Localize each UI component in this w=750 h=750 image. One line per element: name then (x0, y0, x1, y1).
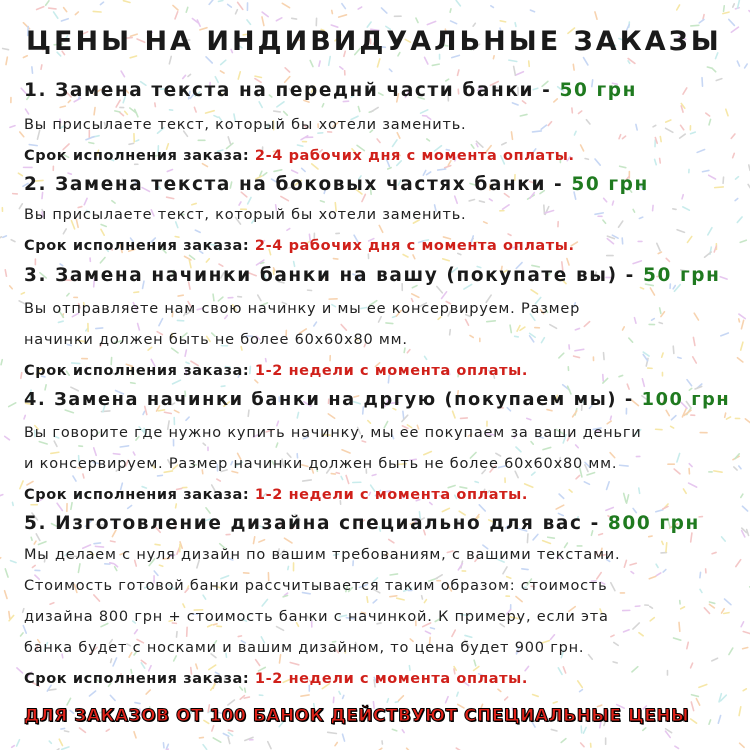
term-label: Срок исполнения заказа: (24, 363, 250, 379)
item-5-description-line-4: банка будет с носками и вашим дизайном, то цена будет 900 грн. (24, 640, 585, 656)
item-4-deadline: 1-2 недели с момента оплаты. (254, 487, 528, 503)
item-5-description-line-3: дизайна 800 грн + стоимость банки с начинкой. К примеру, если эта (24, 609, 609, 625)
term-label: Срок исполнения заказа: (24, 148, 250, 164)
item-2-title: 2. Замена текста на боковых частях банки - (24, 174, 572, 195)
item-2-price: 50 грн (571, 174, 649, 195)
item-1-price: 50 грн (559, 80, 637, 101)
item-1-term (24, 149, 575, 164)
item-3-deadline: 1-2 недели с момента оплаты. (254, 363, 528, 379)
item-5-deadline: 1-2 недели с момента оплаты. (254, 671, 528, 687)
item-4-description-line-2: и консервируем. Размер начинки должен быть не более 60х60х80 мм. (24, 456, 618, 472)
item-5-price: 800 грн (607, 513, 700, 534)
term-label: Срок исполнения заказа: (24, 238, 250, 254)
item-3-description-line-1: Вы отправляете нам свою начинку и мы ее консервируем. Размер (24, 301, 581, 317)
item-5-title: 5. Изготовление дизайна специально для вас - (24, 513, 608, 534)
item-5-description-line-1: Мы делаем с нуля дизайн по вашим требованиям, с вашими текстами. (24, 547, 621, 563)
page-title: ЦЕНЫ НА ИНДИВИДУАЛЬНЫЕ ЗАКАЗЫ (26, 26, 722, 57)
special-prices-banner: ДЛЯ ЗАКАЗОВ ОТ 100 БАНОК ДЕЙСТВУЮТ СПЕЦИАЛЬНЫЕ ЦЕНЫ (24, 706, 690, 726)
item-3-heading (24, 267, 720, 286)
item-2-term (24, 239, 575, 254)
item-1-heading (24, 82, 637, 101)
item-3-title: 3. Замена начинки банки на вашу (покупате вы) - (24, 265, 643, 286)
item-4-title: 4. Замена начинки банки на дргую (покупаем мы) - (24, 390, 642, 410)
term-label: Срок исполнения заказа: (24, 671, 250, 687)
item-2-description: Вы присылаете текст, который бы хотели заменить. (24, 207, 467, 223)
term-label: Срок исполнения заказа: (24, 487, 250, 503)
item-3-term (24, 364, 528, 379)
item-4-price: 100 грн (641, 390, 731, 410)
item-2-deadline: 2-4 рабочих дня с момента оплаты. (254, 238, 575, 254)
item-4-term (24, 488, 528, 503)
item-4-heading (24, 392, 730, 410)
item-3-price: 50 грн (643, 265, 721, 286)
item-1-description: Вы присылаете текст, который бы хотели заменить. (24, 117, 467, 133)
item-3-description-line-2: начинки должен быть не более 60х60х80 мм. (24, 332, 408, 348)
item-5-heading (24, 515, 700, 534)
item-4-description-line-1: Вы говорите где нужно купить начинку, мы ее покупаем за ваши деньги (24, 425, 642, 441)
item-5-description-line-2: Стоимость готовой банки рассчитывается таким образом: стоимость (24, 578, 608, 594)
item-1-deadline: 2-4 рабочих дня с момента оплаты. (254, 148, 575, 164)
item-2-heading (24, 176, 649, 195)
item-1-title: 1. Замена текста на переднй части банки - (24, 80, 560, 101)
item-5-term (24, 672, 528, 687)
